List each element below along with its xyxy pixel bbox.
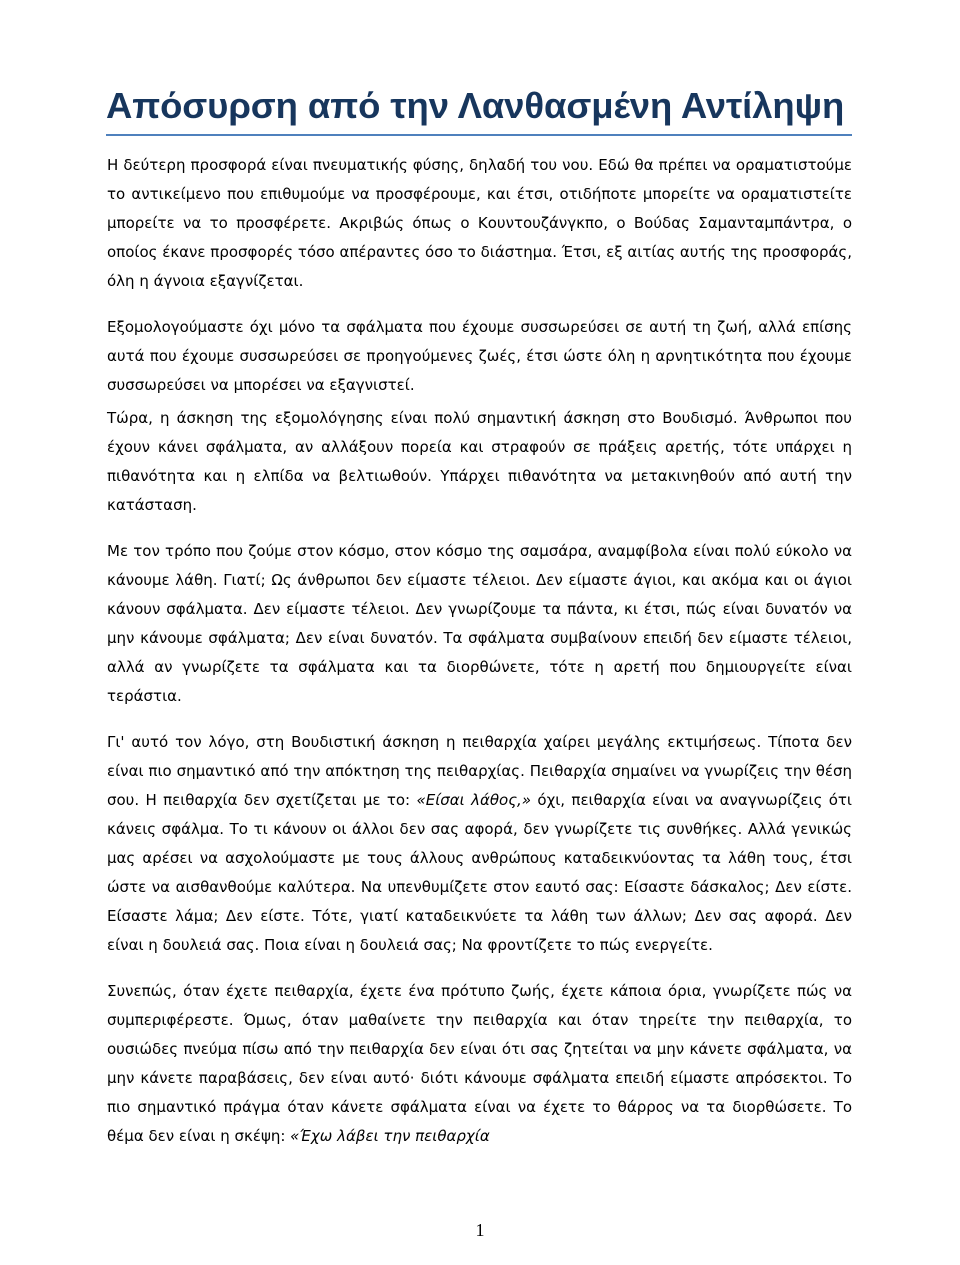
page-title: Απόσυρση από την Λανθασμένη Αντίληψη	[106, 85, 845, 126]
paragraph-6	[107, 977, 852, 1151]
paragraph-4: Με τον τρόπο που ζούμε στον κόσμο, στον κόσμο της σαμσάρα, αναμφίβολα είναι πολύ εύκολο να κάνουμε λάθη. Γιατί; Ως άνθρωποι δεν είμαστε τέλειοι. Δεν είμαστε άγιοι, και ακόμα και οι άγιοι κάνουν σφάλματα. Δεν είμαστε τέλειοι. Δεν γνωρίζουμε τα πάντα, κι έτσι, πώς είναι δυνατόν να μην κάνουμε σφάλματα; Δεν είναι δυνατόν. Τα σφάλματα συμβαίνουν επειδή δεν είμαστε τέλειοι, αλλά αν γνωρίζετε τα σφάλματα και τα διορθώνετε, τότε η αρετή που δημιουργείτε είναι τεράστια.	[107, 542, 852, 705]
paragraph-6-text-before: Συνεπώς, όταν έχετε πειθαρχία, έχετε ένα πρότυπο ζωής, έχετε κάποια όρια, γνωρίζετε πώς να συμπεριφέρεστε. Όμως, όταν μαθαίνετε την πειθαρχία και όταν τηρείτε την πειθαρχία, το ουσιώδες πνεύμα πίσω από την πειθαρχία δεν είναι ότι σας ζητείται να μην κάνετε σφάλματα, να μην κάνετε παραβάσεις, δεν είναι αυτό· διότι κάνουμε σφάλματα επειδή είμαστε απρόσεκτοι. Το πιο σημαντικό πράγμα όταν κάνετε σφάλματα είναι να έχετε το θάρρος να τα διορθώσετε. Το θέμα δεν είναι η σκέψη:	[107, 982, 852, 1145]
document-body	[107, 151, 852, 1151]
paragraph-5-quote: «Είσαι λάθος,»	[416, 791, 532, 809]
paragraph-1: Η δεύτερη προσφορά είναι πνευματικής φύσης, δηλαδή του νου. Εδώ θα πρέπει να οραματιστούμε το αντικείμενο που επιθυμούμε να προσφέρουμε, και έτσι, οτιδήποτε μπορείτε να οραματιστείτε μπορείτε να το προσφέρετε. Ακριβώς όπως ο Κουντουζάνγκπο, ο Βούδας Σαμανταμπάντρα, ο οποίος έκανε προσφορές τόσο απέραντες όσο το διάστημα. Έτσι, εξ αιτίας αυτής της προσφοράς, όλη η άγνοια εξαγνίζεται.	[107, 156, 852, 290]
title-block	[106, 84, 852, 136]
paragraph-5-text-before: Γι' αυτό τον λόγο, στη Βουδιστική άσκηση η πειθαρχία χαίρει μεγάλης εκτιμήσεως. Τίποτα δεν είναι πιο σημαντικό από την απόκτηση της πειθαρχίας. Πειθαρχία σημαίνει να γνωρίζεις την θέση σου. Η πειθαρχία δεν σχετίζεται με το:	[107, 733, 852, 809]
paragraph-5-text-after: όχι, πειθαρχία είναι να αναγνωρίζεις ότι κάνεις σφάλμα. Το τι κάνουν οι άλλοι δεν σας αφορά, δεν γνωρίζετε τις συνθήκες. Αλλά γενικώς μας αρέσει να ασχολούμαστε με τους άλλους ανθρώπους καταδεικνύοντας τα λάθη τους, έτσι ώστε να αισθανθούμε καλύτερα. Να υπενθυμίζετε στον εαυτό σας: Είσαστε δάσκαλος; Δεν είστε. Είσαστε λάμα; Δεν είστε. Τότε, γιατί καταδεικνύετε τα λάθη των άλλων; Δεν σας αφορά. Δεν είναι η δουλειά σας. Ποια είναι η δουλειά σας; Να φροντίζετε το πώς ενεργείτε.	[107, 791, 853, 954]
paragraph-3: Τώρα, η άσκηση της εξομολόγησης είναι πολύ σημαντική άσκηση στο Βουδισμό. Άνθρωποι που έχουν κάνει σφάλματα, αν αλλάξουν πορεία και στραφούν σε πράξεις αρετής, τότε υπάρχει η πιθανότητα και η ελπίδα να βελτιωθούν. Υπάρχει πιθανότητα να μετακινηθούν από αυτή την κατάσταση.	[107, 409, 852, 514]
paragraph-5	[107, 728, 852, 960]
paragraph-2: Εξομολογούμαστε όχι μόνο τα σφάλματα που έχουμε συσσωρεύσει σε αυτή τη ζωή, αλλά επίσης αυτά που έχουμε συσσωρεύσει σε προηγούμενες ζωές, έτσι ώστε όλη η αρνητικότητα που έχουμε συσσωρεύσει να μπορέσει να εξαγνιστεί.	[107, 318, 852, 394]
page-number: 1	[475, 1220, 485, 1240]
paragraph-6-quote: «Έχω λάβει την πειθαρχία	[290, 1127, 490, 1145]
